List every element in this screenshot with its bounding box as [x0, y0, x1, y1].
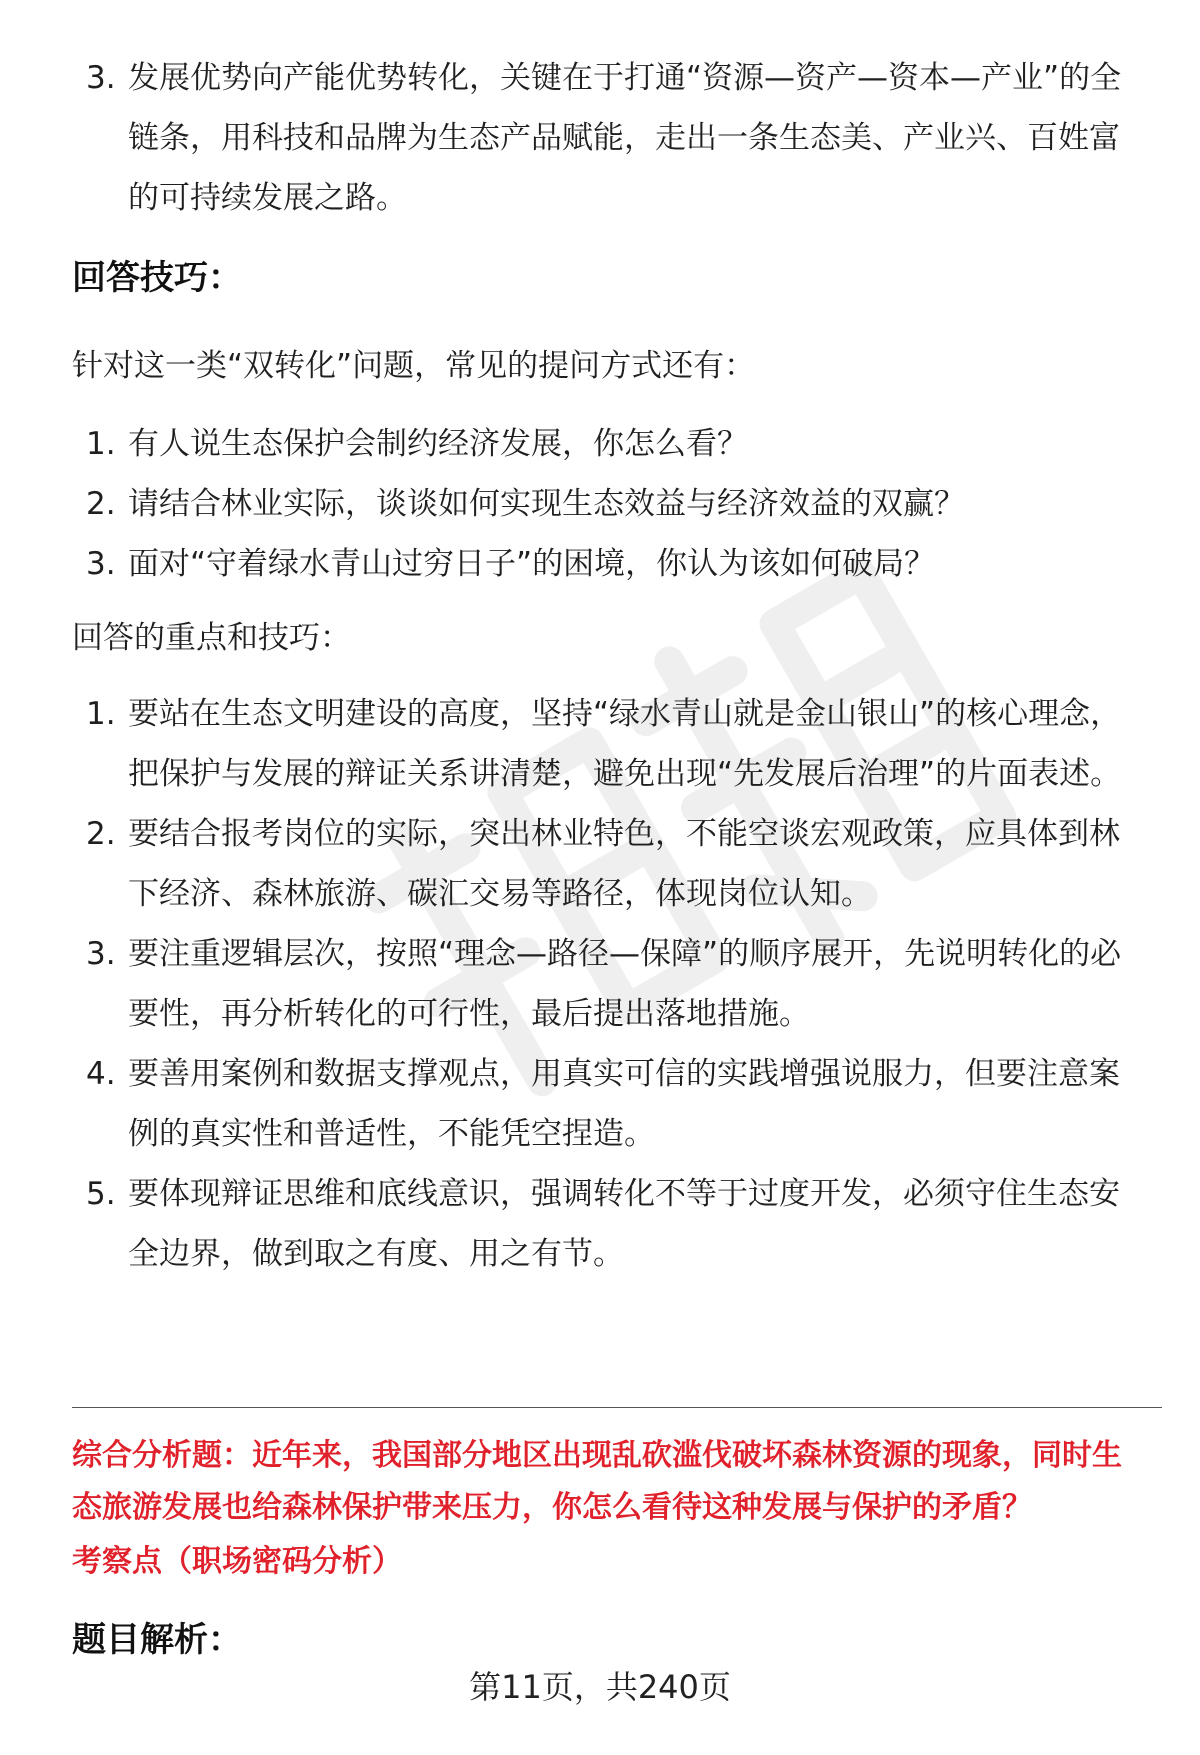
list-text: 要善用案例和数据支撑观点，用真实可信的实践增强说服力，但要注意案例的真实性和普适性，不能凭空捏造。 — [128, 1056, 1120, 1152]
list-number: 2. — [86, 486, 116, 522]
list-item — [0, 474, 1200, 534]
top-list — [0, 48, 1200, 228]
list-text: 发展优势向产能优势转化，关键在于打通“资源—资产—资本—产业”的全链条，用科技和品牌为生态产品赋能，走出一条生态美、产业兴、百姓富的可持续发展之路。 — [128, 60, 1122, 216]
answer-tips-intro: 针对这一类“双转化”问题，常见的提问方式还有： — [72, 348, 756, 384]
list-number: 3. — [86, 60, 116, 96]
list-item — [0, 804, 1200, 924]
section-divider — [72, 1407, 1162, 1408]
list-item — [0, 684, 1200, 804]
list-text: 要结合报考岗位的实际，突出林业特色，不能空谈宏观政策，应具体到林下经济、森林旅游、碳汇交易等路径，体现岗位认知。 — [128, 816, 1120, 912]
list-number: 1. — [86, 426, 116, 462]
list-text: 要体现辩证思维和底线意识，强调转化不等于过度开发，必须守住生态安全边界，做到取之有度、用之有节。 — [128, 1176, 1120, 1272]
list-item — [0, 1044, 1200, 1164]
exam-point-label: 考察点（职场密码分析） — [72, 1544, 402, 1579]
page-number: 第11页，共240页 — [469, 1668, 731, 1706]
list-text: 有人说生态保护会制约经济发展，你怎么看？ — [128, 426, 748, 462]
key-points-label: 回答的重点和技巧： — [72, 620, 351, 656]
list-number: 2. — [86, 816, 116, 852]
list-item — [0, 1164, 1200, 1284]
list-text: 面对“守着绿水青山过穷日子”的困境，你认为该如何破局？ — [128, 546, 936, 582]
next-question-text: 综合分析题：近年来，我国部分地区出现乱砍滥伐破坏森林资源的现象，同时生态旅游发展也给森林保护带来压力，你怎么看待这种发展与保护的矛盾？ — [72, 1438, 1122, 1525]
list-number: 3. — [86, 936, 116, 972]
list-number: 1. — [86, 696, 116, 732]
list-item — [0, 534, 1200, 594]
list-text: 请结合林业实际，谈谈如何实现生态效益与经济效益的双赢？ — [128, 486, 965, 522]
question-list — [0, 414, 1200, 594]
list-number: 5. — [86, 1176, 116, 1212]
list-number: 3. — [86, 546, 116, 582]
analysis-heading: 题目解析： — [72, 1620, 242, 1660]
list-item — [0, 414, 1200, 474]
list-item — [0, 48, 1200, 228]
list-item — [0, 924, 1200, 1044]
list-number: 4. — [86, 1056, 116, 1092]
list-text: 要注重逻辑层次，按照“理念—路径—保障”的顺序展开，先说明转化的必要性，再分析转化的可行性，最后提出落地措施。 — [128, 936, 1122, 1032]
answer-tips-heading: 回答技巧： — [72, 258, 242, 298]
list-text: 要站在生态文明建设的高度，坚持“绿水青山就是金山银山”的核心理念，把保护与发展的辩证关系讲清楚，避免出现“先发展后治理”的片面表述。 — [128, 696, 1122, 792]
key-points-list — [0, 684, 1200, 1284]
